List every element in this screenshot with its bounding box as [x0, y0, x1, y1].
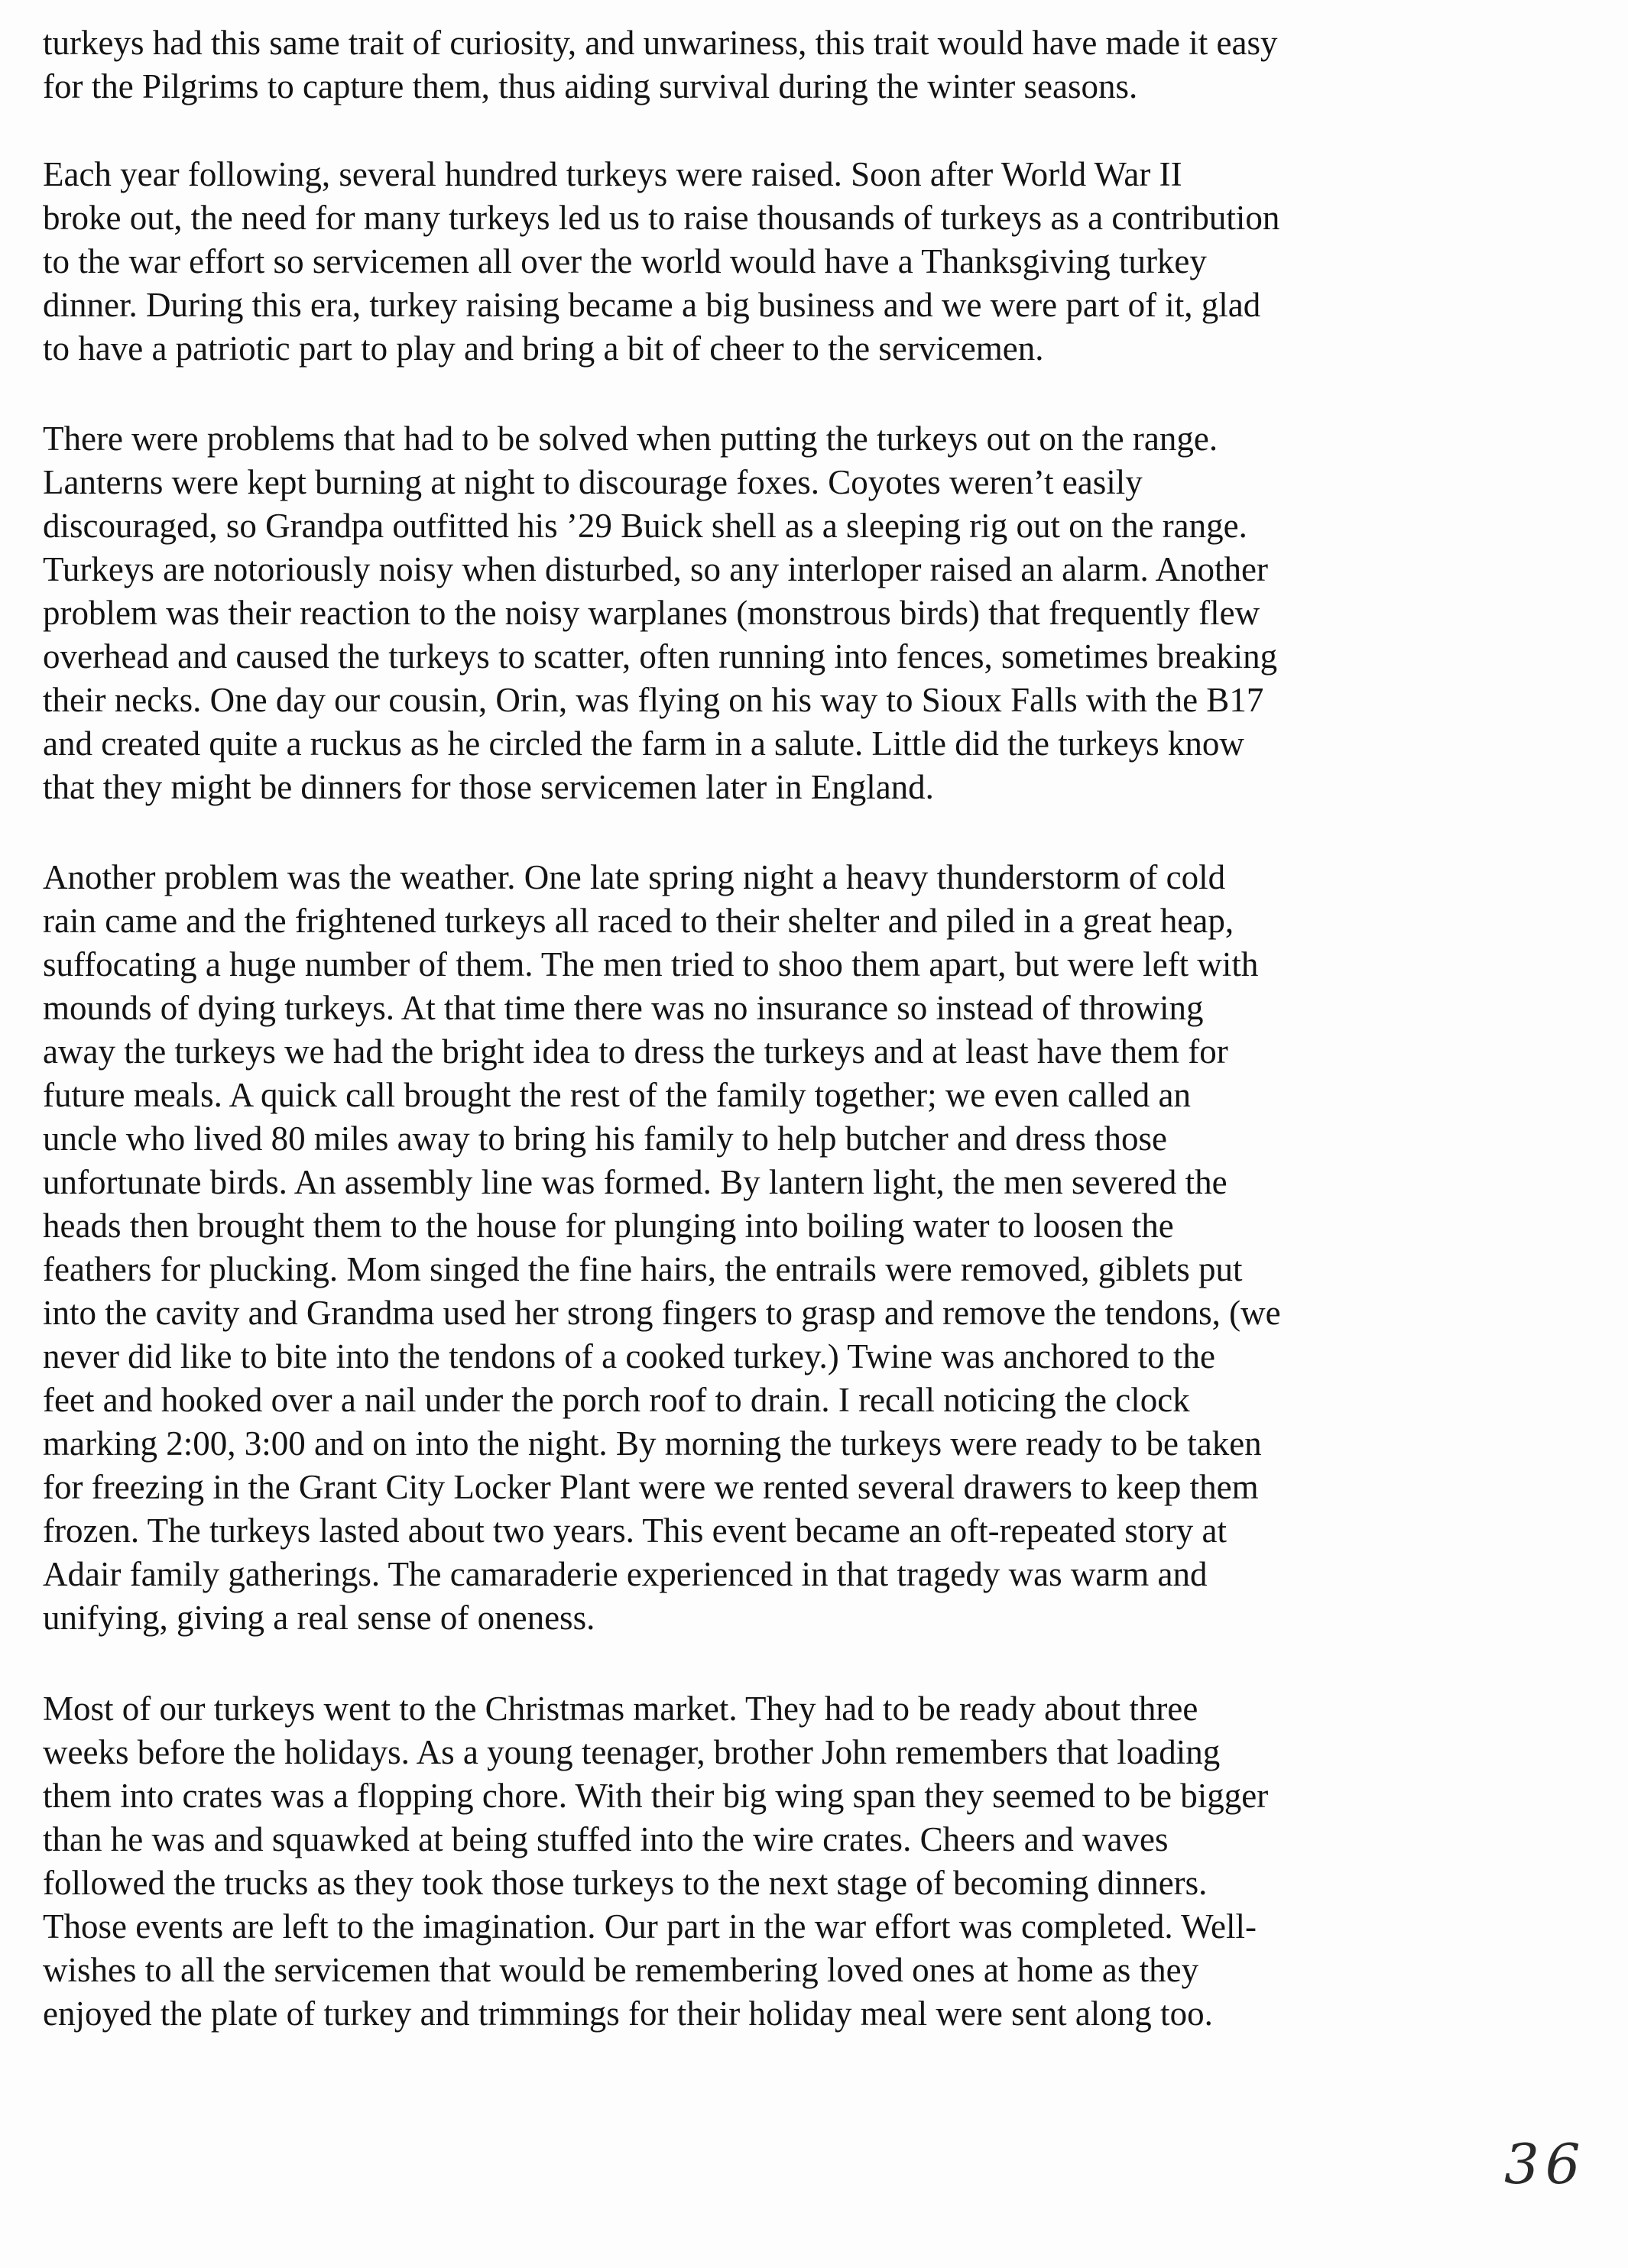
text-line: Each year following, several hundred turkeys were raised. Soon after World War II: [43, 155, 1182, 193]
text-line: never did like to bite into the tendons of a cooked turkey.) Twine was anchored to the: [43, 1337, 1215, 1375]
text-line: Most of our turkeys went to the Christmas market. They had to be ready about three: [43, 1690, 1198, 1728]
text-line: heads then brought them to the house for plunging into boiling water to loosen the: [43, 1207, 1174, 1245]
text-line: turkeys had this same trait of curiosity, and unwariness, this trait would have made it easy: [43, 24, 1278, 62]
text-line: Adair family gatherings. The camaraderie experienced in that tragedy was warm and: [43, 1555, 1208, 1593]
text-line: and created quite a ruckus as he circled the farm in a salute. Little did the turkeys know: [43, 724, 1244, 763]
text-line: wishes to all the servicemen that would be remembering loved ones at home as they: [43, 1951, 1199, 1989]
text-line: suffocating a huge number of them. The men tried to shoo them apart, but were left with: [43, 945, 1259, 983]
text-line: marking 2:00, 3:00 and on into the night. By morning the turkeys were ready to be taken: [43, 1424, 1262, 1463]
text-line: frozen. The turkeys lasted about two years. This event became an oft-repeated story at: [43, 1511, 1227, 1550]
paragraph-4: [43, 856, 1464, 1640]
text-line: rain came and the frightened turkeys all raced to their shelter and piled in a great heap,: [43, 902, 1234, 940]
text-line: broke out, the need for many turkeys led us to raise thousands of turkeys as a contribution: [43, 199, 1280, 237]
text-line: dinner. During this era, turkey raising became a big business and we were part of it, glad: [43, 286, 1261, 324]
paragraph-5: [43, 1687, 1464, 2036]
text-line: unifying, giving a real sense of oneness.: [43, 1599, 595, 1637]
paragraph-2: [43, 153, 1464, 371]
page-number: 36: [1504, 2132, 1587, 2196]
paragraph-1: [43, 21, 1464, 109]
text-line: overhead and caused the turkeys to scatter, often running into fences, sometimes breaking: [43, 637, 1278, 676]
text-line: their necks. One day our cousin, Orin, was flying on his way to Sioux Falls with the B17: [43, 681, 1264, 719]
text-line: to the war effort so servicemen all over the world would have a Thanksgiving turkey: [43, 242, 1207, 280]
text-line: unfortunate birds. An assembly line was formed. By lantern light, the men severed the: [43, 1163, 1227, 1201]
text-line: uncle who lived 80 miles away to bring his family to help butcher and dress those: [43, 1119, 1167, 1158]
text-line: future meals. A quick call brought the rest of the family together; we even called an: [43, 1076, 1191, 1114]
paragraph-3: [43, 417, 1464, 809]
text-line: away the turkeys we had the bright idea to dress the turkeys and at least have them for: [43, 1032, 1228, 1071]
text-line: them into crates was a flopping chore. With their big wing span they seemed to be bigger: [43, 1777, 1269, 1815]
text-line: to have a patriotic part to play and bring a bit of cheer to the servicemen.: [43, 329, 1044, 368]
text-line: than he was and squawked at being stuffed into the wire crates. Cheers and waves: [43, 1820, 1169, 1858]
text-line: for the Pilgrims to capture them, thus aiding survival during the winter seasons.: [43, 67, 1138, 105]
text-line: There were problems that had to be solved when putting the turkeys out on the range.: [43, 420, 1218, 458]
text-line: that they might be dinners for those servicemen later in England.: [43, 768, 934, 806]
text-line: feet and hooked over a nail under the porch roof to drain. I recall noticing the clock: [43, 1381, 1190, 1419]
text-line: Turkeys are notoriously noisy when disturbed, so any interloper raised an alarm. Another: [43, 550, 1269, 588]
text-line: for freezing in the Grant City Locker Plant were we rented several drawers to keep them: [43, 1468, 1259, 1506]
text-line: Another problem was the weather. One late spring night a heavy thunderstorm of cold: [43, 858, 1226, 896]
text-line: Those events are left to the imagination. Our part in the war effort was completed. Well-: [43, 1907, 1257, 1946]
text-line: Lanterns were kept burning at night to discourage foxes. Coyotes weren’t easily: [43, 463, 1143, 501]
text-line: into the cavity and Grandma used her strong fingers to grasp and remove the tendons, (we: [43, 1294, 1281, 1332]
text-line: discouraged, so Grandpa outfitted his ’29 Buick shell as a sleeping rig out on the range.: [43, 507, 1247, 545]
text-line: enjoyed the plate of turkey and trimmings for their holiday meal were sent along too.: [43, 1994, 1213, 2033]
text-line: problem was their reaction to the noisy warplanes (monstrous birds) that frequently flew: [43, 594, 1260, 632]
text-line: weeks before the holidays. As a young teenager, brother John remembers that loading: [43, 1733, 1221, 1771]
text-line: feathers for plucking. Mom singed the fine hairs, the entrails were removed, giblets put: [43, 1250, 1243, 1288]
text-line: followed the trucks as they took those turkeys to the next stage of becoming dinners.: [43, 1864, 1208, 1902]
text-line: mounds of dying turkeys. At that time there was no insurance so instead of throwing: [43, 989, 1204, 1027]
